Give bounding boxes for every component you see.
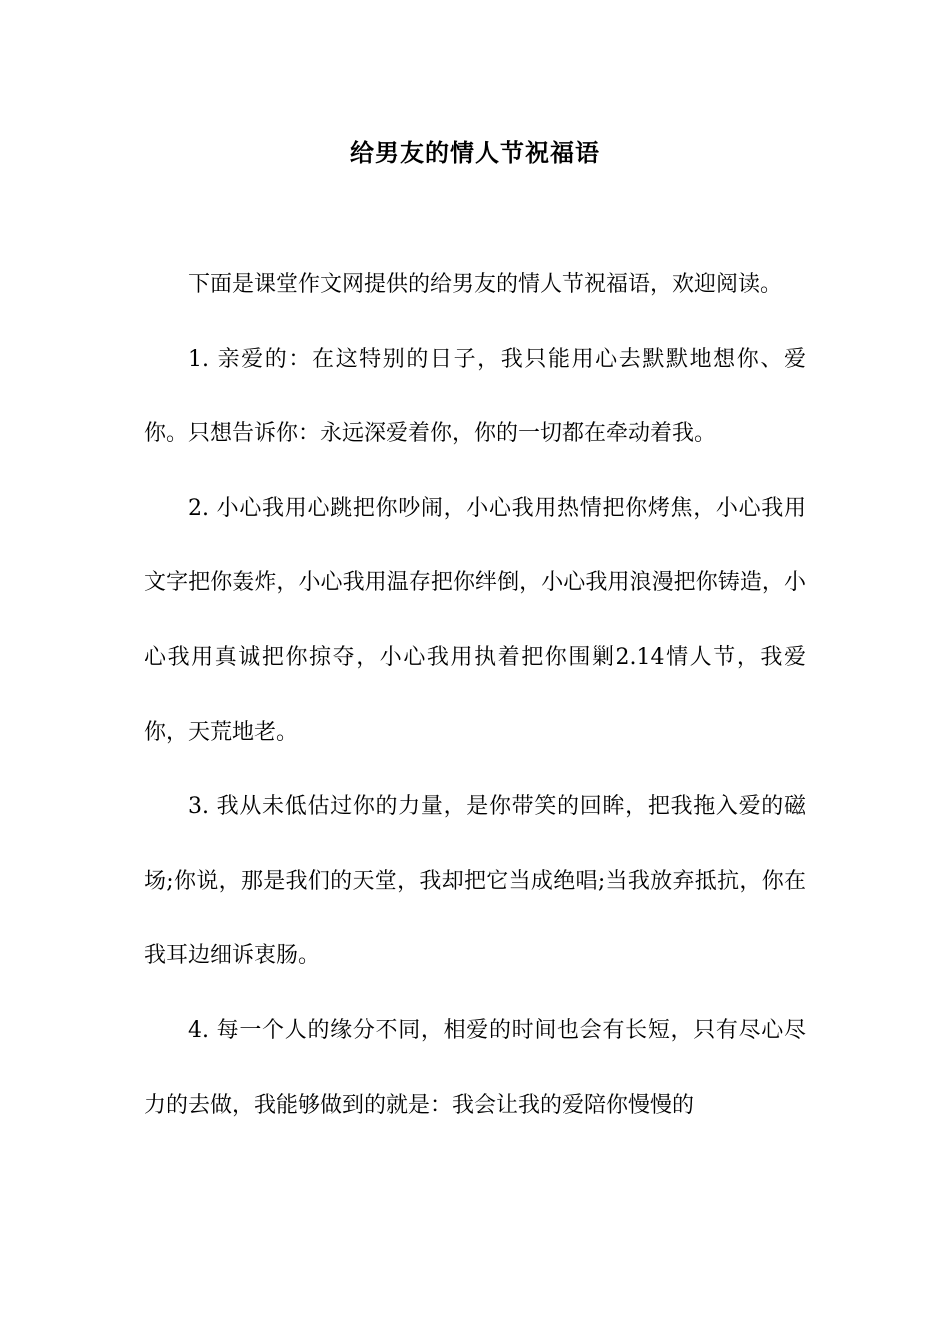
document-body xyxy=(144,248,806,1143)
paragraph-1: 1. 亲爱的：在这特别的日子，我只能用心去默默地想你、爱你。只想告诉你：永远深爱着你，你的一切都在牵动着我。 xyxy=(144,346,806,447)
document-title: 给男友的情人节祝福语 xyxy=(350,138,600,167)
paragraph-4: 4. 每一个人的缘分不同，相爱的时间也会有长短，只有尽心尽力的去做，我能够做到的就是：我会让我的爱陪你慢慢的 xyxy=(144,1017,806,1118)
paragraph-2: 2. 小心我用心跳把你吵闹，小心我用热情把你烤焦，小心我用文字把你轰炸，小心我用温存把你绊倒，小心我用浪漫把你铸造，小心我用真诚把你掠夺，小心我用执着把你围剿2.14情人节，我爱你，天荒地老。 xyxy=(144,495,806,745)
paragraph-3: 3. 我从未低估过你的力量，是你带笑的回眸，把我拖入爱的磁场;你说，那是我们的天堂，我却把它当成绝唱;当我放弃抵抗，你在我耳边细诉衷肠。 xyxy=(144,794,806,969)
paragraph-intro: 下面是课堂作文网提供的给男友的情人节祝福语，欢迎阅读。 xyxy=(188,272,783,297)
